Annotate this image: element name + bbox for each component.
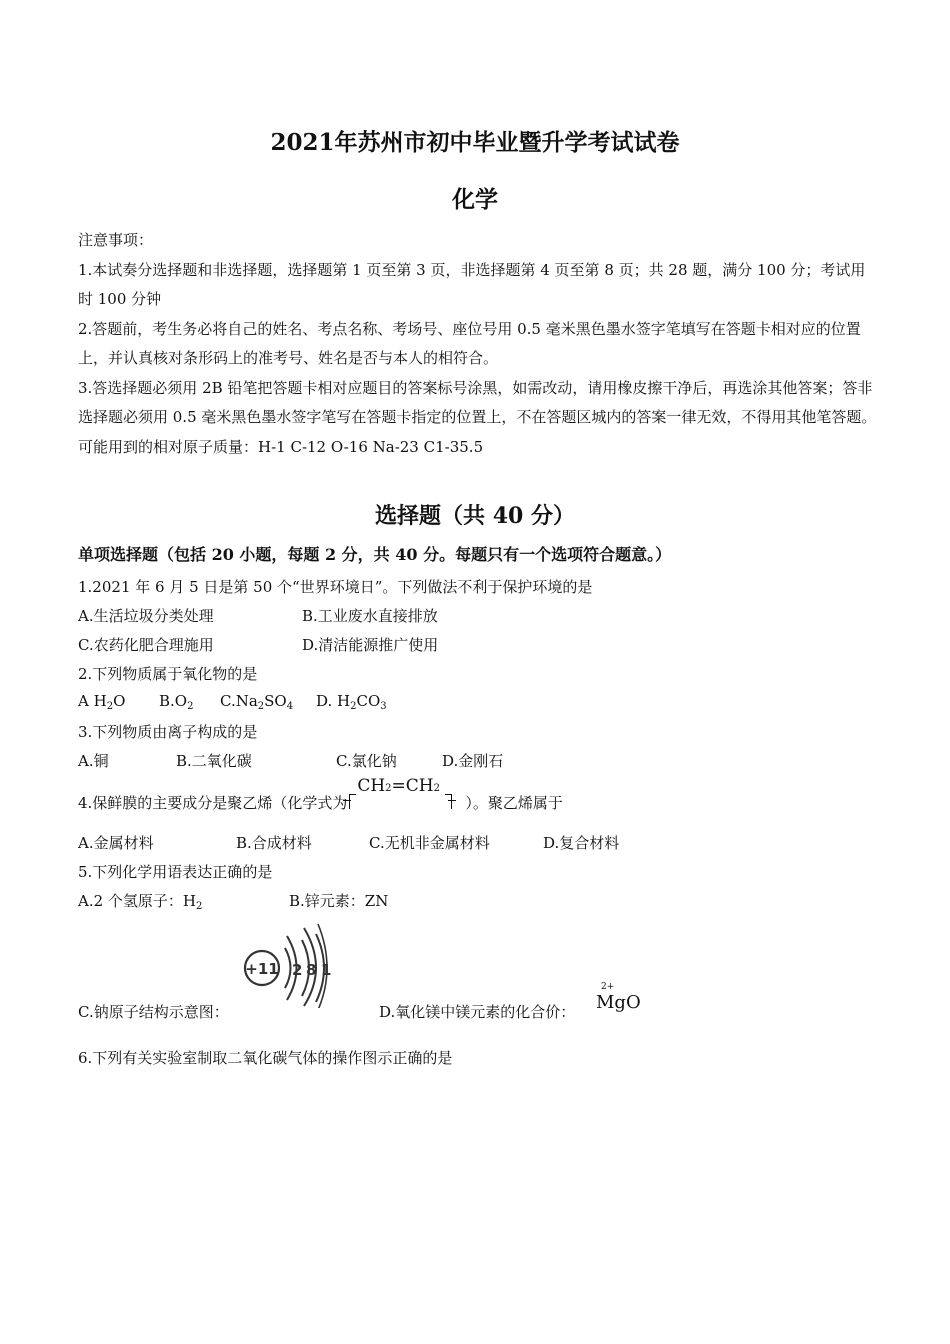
q5-option-b: B.锌元素：ZN: [289, 892, 389, 910]
subject-title: 化学: [452, 186, 498, 213]
atomic-mass-note: 可能用到的相对原子质量：H-1 C-12 O-16 Na-23 C1-35.5: [78, 437, 484, 456]
q5-option-c: C.钠原子结构示意图：: [78, 1003, 229, 1021]
q1-option-a: A.生活垃圾分类处理: [78, 607, 214, 625]
q1-option-b: B.工业废水直接排放: [302, 607, 438, 625]
mg-charge: 2+: [601, 982, 615, 992]
note-item-2: 2.答题前，考生务必将自己的姓名、考点名称、考场号、座位号用 0.5 毫米黑色墨水签字笔填写在答题卡相对应的位置上，并认真核对条形码上的准考号、姓名是否与本人的相符合。: [78, 319, 861, 367]
section-title: 选择题（共 40 分）: [375, 503, 575, 529]
notes-heading: 注意事项：: [78, 231, 154, 249]
q3-option-d: D.金刚石: [442, 752, 504, 770]
question-5-stem: 5.下列化学用语表达正确的是: [78, 863, 273, 881]
q4-option-b: B.合成材料: [236, 834, 312, 852]
q4-option-c: C.无机非金属材料: [369, 834, 490, 852]
q1-option-d: D.清洁能源推广使用: [302, 636, 439, 654]
q3-option-c: C.氯化钠: [336, 752, 397, 770]
q5-option-a: A.2 个氢原子：$H_2$: [78, 892, 203, 912]
q5-option-d: D.氧化镁中镁元素的化合价：: [379, 1003, 576, 1021]
note-item-1: 1.本试奏分选择题和非选择题，选择题第 1 页至第 3 页，非选择题第 4 页至第 8 页；共 28 题，满分 100 分；考试用时 100 分钟: [78, 260, 866, 308]
exam-title: 2021年苏州市初中毕业暨升学考试试卷: [270, 129, 680, 156]
question-4-stem: 4.保鲜膜的主要成分是聚乙烯（化学式为 CH2=CH2 ）。聚乙烯属于: [78, 776, 563, 812]
section-instruction: 单项选择题（包括 20 小题，每题 2 分，共 40 分。每题只有一个选项符合题意。）: [78, 545, 672, 564]
shell-1-electrons: 2: [292, 961, 303, 979]
question-1-stem: 1.2021 年 6 月 5 日是第 50 个“世界环境日”。下列做法不利于保护环境的是: [78, 578, 593, 596]
q2-option-a: A $H_2O$: [78, 692, 126, 712]
q4-option-d: D.复合材料: [543, 834, 620, 852]
question-2-stem: 2.下列物质属于氧化物的是: [78, 665, 258, 683]
mgo-formula: MgO: [596, 992, 641, 1013]
q3-option-b: B.二氧化碳: [176, 752, 252, 770]
question-3-stem: 3.下列物质由离子构成的是: [78, 723, 258, 741]
q4-option-a: A.金属材料: [78, 834, 154, 852]
q2-option-b: $B.O_2$: [159, 692, 194, 712]
q1-option-c: C.农药化肥合理施用: [78, 636, 214, 654]
polyethylene-formula: CH2=CH2: [347, 788, 465, 812]
q3-option-a: A.铜: [78, 752, 109, 770]
q2-option-d: D. $H_2CO_3$: [316, 692, 387, 712]
shell-3-electrons: 1: [321, 961, 332, 979]
sodium-atom-diagram: [240, 918, 332, 1008]
question-6-stem: 6.下列有关实验室制取二氧化碳气体的操作图示正确的是: [78, 1049, 453, 1067]
notes-section: [78, 226, 878, 462]
note-item-3: 3.答选择题必须用 2B 铅笔把答题卡相对应题目的答案标号涂黑，如需改动，请用橡皮擦干净后，再选涂其他答案；答非选择题必须用 0.5 毫米黑色墨水签字笔写在答题卡指定的位置上，不在答题区城内的答案一律无效，不得用其他笔答题。: [78, 378, 877, 426]
q2-option-c: $C.Na_2SO_4$: [220, 692, 294, 712]
nucleus-charge: +11: [245, 960, 279, 978]
shell-2-electrons: 8: [306, 961, 317, 979]
